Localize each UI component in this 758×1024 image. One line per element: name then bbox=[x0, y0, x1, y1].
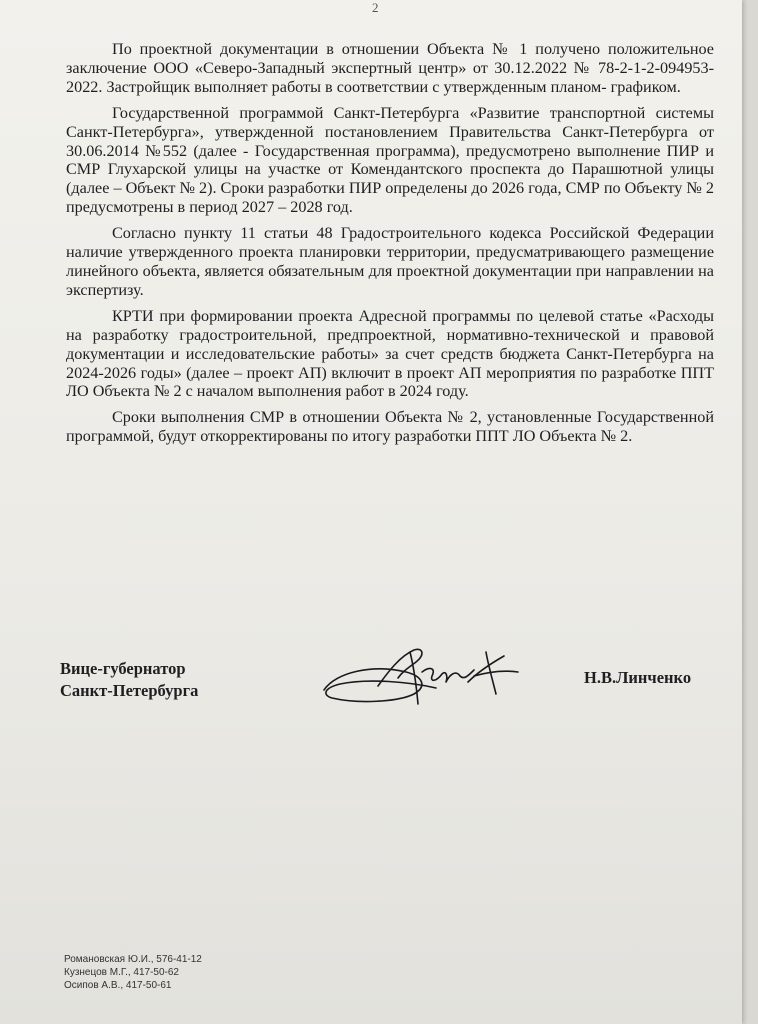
handwritten-signature-icon bbox=[318, 642, 523, 710]
signatory-name: Н.В.Линченко bbox=[584, 668, 692, 687]
signatory-title-line1: Вице-губернатор bbox=[60, 659, 186, 678]
contact-line: Романовская Ю.И., 576-41-12 bbox=[64, 954, 202, 965]
page-number: 2 bbox=[372, 0, 379, 15]
letter-body bbox=[66, 40, 714, 453]
contact-line: Кузнецов М.Г., 417-50-62 bbox=[64, 967, 179, 978]
contact-line: Осипов А.В., 417-50-61 bbox=[64, 980, 172, 991]
paragraph-smr-deadlines: Сроки выполнения СМР в отношении Объекта № 2, установленные Государственной программой, будут откорректированы по итогу разработки ППТ ЛО Объекта № 2. bbox=[66, 408, 714, 446]
signatory-title bbox=[60, 658, 198, 702]
paragraph-state-program: Государственной программой Санкт-Петербурга «Развитие транспортной системы Санкт-Петербурга», утвержденной постановлением Правительства Санкт-Петербурга от 30.06.2014 №552 (далее - Государственная программа), предусмотрено выполнение ПИР и СМР Глухарской улицы на участке от Комендантского проспекта до Парашютной улицы (далее – Объект № 2). Сроки разработки ПИР определены до 2026 года, СМР по Объекту № 2 предусмотрены в период 2027 – 2028 год. bbox=[66, 103, 714, 217]
paragraph-town-planning-code: Согласно пункту 11 статьи 48 Градостроительного кодекса Российской Федерации наличие утвержденного проекта планировки территории, предусматривающего размещение линейного объекта, является обязательным для проектной документации при направлении на экспертизу. bbox=[66, 224, 714, 299]
contacts-block bbox=[64, 953, 202, 992]
signatory-title-line2: Санкт-Петербурга bbox=[60, 681, 199, 700]
paragraph-krti-address-program: КРТИ при формировании проекта Адресной программы по целевой статье «Расходы на разработку градостроительной, предпроектной, нормативно-технической и правовой документации и исследовательские работы» за счет средств бюджета Санкт-Петербурга на 2024-2026 годы» (далее – проект АП) включит в проект АП мероприятия по разработке ППТ ЛО Объекта № 2 с началом выполнения работ в 2024 году. bbox=[66, 306, 714, 401]
paragraph-object-1: По проектной документации в отношении Объекта № 1 получено положительное заключение ООО «Северо-Западный экспертный центр» от 30.12.2022 № 78-2-1-2-094953-2022. Застройщик выполняет работы в соответствии с утвержденным планом- графиком. bbox=[66, 40, 714, 96]
